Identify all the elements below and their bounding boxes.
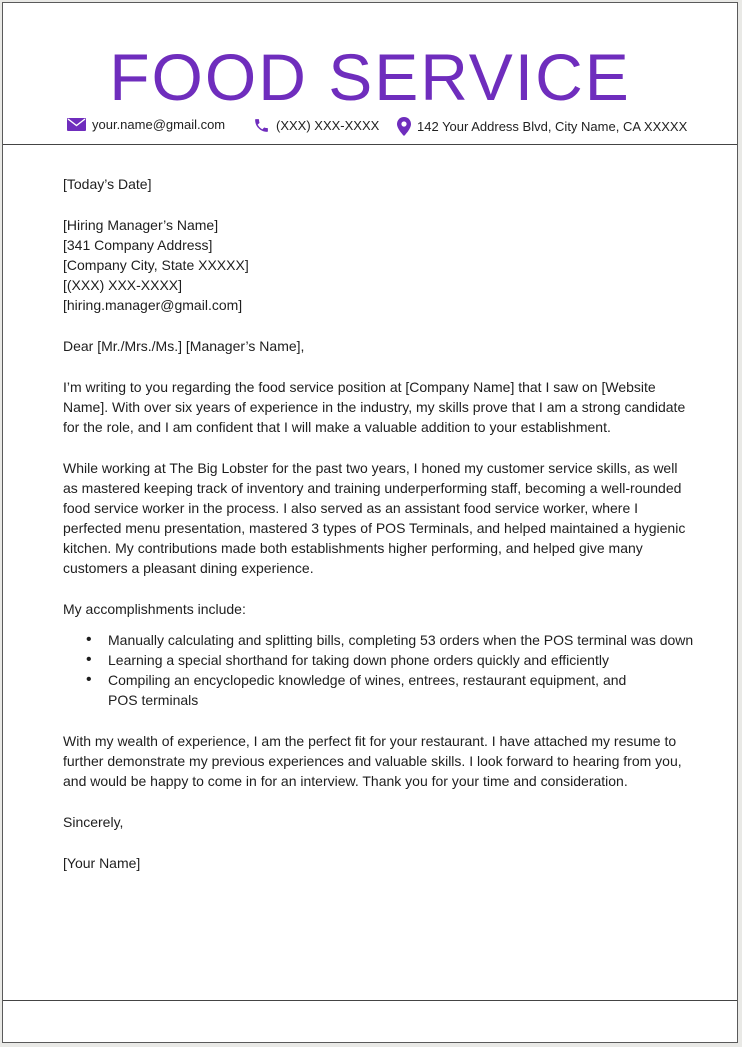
email-text: your.name@gmail.com [92, 117, 226, 132]
contact-address [397, 117, 687, 136]
contact-bar [3, 117, 737, 141]
paragraph-intro: I’m writing to you regarding the food service position at [Company Name] that I saw on [Website Name]. With over six years of experience in the industry, my skills prove that I am a strong candidate for the role, and I am confident that I will make a valuable addition to your establishment. [63, 379, 686, 435]
recipient-address: [341 Company Address] [63, 237, 213, 253]
list-item: • Compiling an encyclopedic knowledge of wines, entrees, restaurant equipment, and POS terminals [108, 670, 695, 710]
contact-phone[interactable] [253, 117, 379, 134]
phone-text: (XXX) XXX-XXXX [276, 118, 380, 133]
paragraph-experience: While working at The Big Lobster for the past two years, I honed my customer service skills, as well as mastered keeping track of inventory and training underperforming staff, becoming a well-rounded food service worker in the process. I also served as an assistant food service worker, where I perfected menu presentation, mastered 3 types of POS Terminals, and helped maintained a hygienic kitchen. My contributions made both establishments higher performing, and helped give many customers a pleasant dining experience. [63, 460, 686, 576]
recipient-name: [Hiring Manager’s Name] [63, 217, 219, 233]
recipient-phone: [(XXX) XXX-XXXX] [63, 277, 183, 293]
accomplishments-intro: My accomplishments include: [63, 601, 246, 617]
map-pin-icon [397, 117, 411, 136]
recipient-block [63, 215, 695, 315]
address-text: 142 Your Address Blvd, City Name, CA XXXXX [417, 119, 688, 134]
salutation: Dear [Mr./Mrs./Ms.] [Manager’s Name], [63, 338, 305, 354]
header-divider [3, 144, 737, 145]
letter-body [63, 174, 695, 894]
contact-email[interactable] [67, 117, 225, 132]
list-item: • Manually calculating and splitting bills, completing 53 orders when the POS terminal was down [108, 630, 695, 650]
footer-divider [3, 1000, 737, 1001]
envelope-icon [67, 118, 86, 131]
letter-date: [Today’s Date] [63, 176, 152, 192]
page-title: FOOD SERVICE [109, 40, 631, 114]
phone-icon [253, 117, 270, 134]
accomplishments-list [63, 630, 695, 710]
paragraph-closing: With my wealth of experience, I am the perfect fit for your restaurant. I have attached my resume to further demonstrate my previous experiences and valuable skills. I look forward to hearing from you, and would be happy to come in for an interview. Thank you for your time and consideration. [63, 733, 682, 789]
closing: Sincerely, [63, 814, 124, 830]
list-item: • Learning a special shorthand for taking down phone orders quickly and efficiently [108, 650, 695, 670]
signature: [Your Name] [63, 855, 141, 871]
letter-page [2, 2, 738, 1043]
recipient-city: [Company City, State XXXXX] [63, 257, 249, 273]
recipient-email: [hiring.manager@gmail.com] [63, 297, 243, 313]
